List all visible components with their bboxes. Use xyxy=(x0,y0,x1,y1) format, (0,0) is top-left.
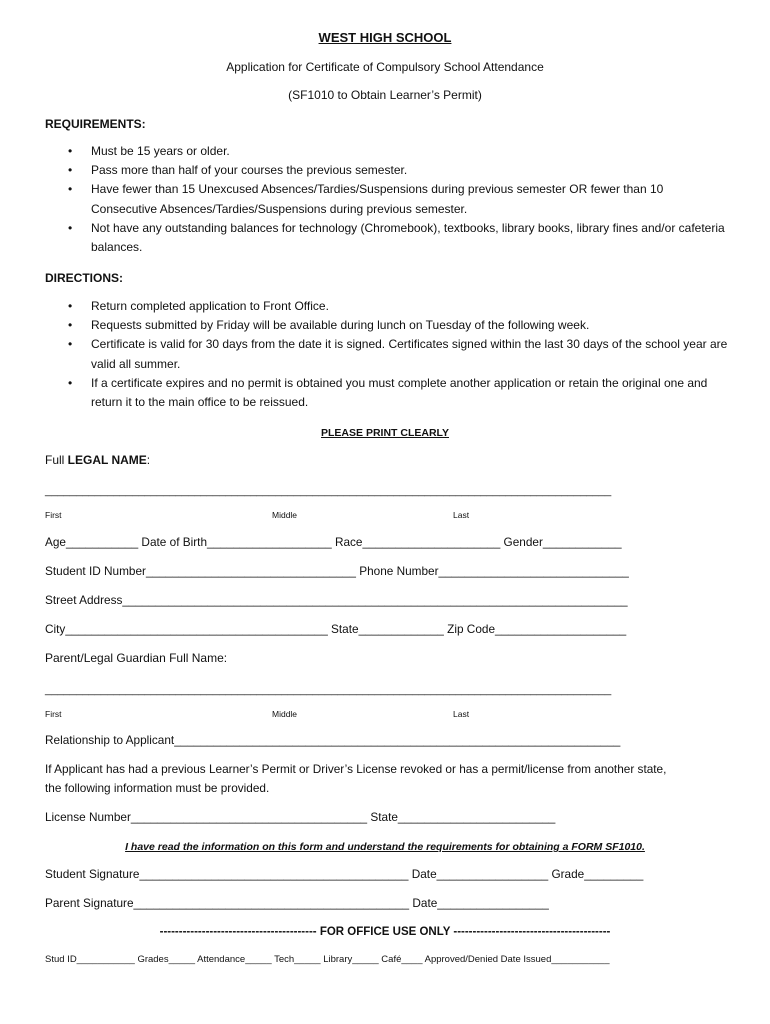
guardian-middle-caption: Middle xyxy=(272,709,298,719)
list-item: • Requests submitted by Friday will be available during lunch on Tuesday of the following week. xyxy=(68,316,728,335)
school-title: WEST HIGH SCHOOL xyxy=(318,30,452,45)
directions-list xyxy=(68,297,728,412)
street-address-field[interactable]: Street Address_____________________________________________________________________________ xyxy=(45,593,628,607)
student-id-phone-row[interactable]: Student ID Number________________________________ Phone Number_____________________________ xyxy=(45,564,629,578)
list-item: • If a certificate expires and no permit is obtained you must complete another application or retain the original one and return it to the main office to be reissued. xyxy=(68,375,708,410)
first-name-caption: First xyxy=(45,510,62,520)
list-item: • Must be 15 years or older. xyxy=(68,142,728,161)
print-clearly-note: PLEASE PRINT CLEARLY xyxy=(321,427,449,439)
bullet-icon: • xyxy=(68,318,73,333)
form-subtitle: Application for Certificate of Compulsory School Attendance xyxy=(226,60,544,74)
parent-signature-row[interactable]: Parent Signature__________________________________________ Date_________________ xyxy=(45,896,549,910)
bullet-icon: • xyxy=(68,375,73,390)
acknowledgement-statement: I have read the information on this form and understand the requirements for obtaining a FORM SF1010. xyxy=(125,841,645,853)
bullet-icon: • xyxy=(68,299,73,313)
office-use-heading: ----------------------------------------- FOR OFFICE USE ONLY ----------------------------------------- xyxy=(159,926,611,938)
guardian-label: Parent/Legal Guardian Full Name: xyxy=(45,651,228,665)
list-item: • Have fewer than 15 Unexcused Absences/Tardies/Suspensions during previous semester OR fewer than 10 Consecutive Absences/Tardies/Suspensions during previous semester. xyxy=(68,182,664,216)
bullet-icon: • xyxy=(68,163,73,178)
office-use-row[interactable]: Stud ID___________ Grades_____ Attendance_____ Tech_____ Library_____ Café____ Approved/Denied Date Issued___________ xyxy=(45,954,610,965)
bullet-icon: • xyxy=(68,220,73,235)
bullet-icon: • xyxy=(68,337,73,352)
bullet-icon: • xyxy=(68,144,73,158)
last-name-caption: Last xyxy=(453,510,470,520)
student-signature-row[interactable]: Student Signature_________________________________________ Date_________________ Grade_________ xyxy=(45,867,644,881)
directions-heading: DIRECTIONS: xyxy=(45,271,123,285)
bullet-icon: • xyxy=(68,182,73,197)
guardian-first-caption: First xyxy=(45,709,62,719)
guardian-name-field[interactable]: ___________________________________________________________________________________________ xyxy=(45,684,612,696)
list-item: • Return completed application to Front Office. xyxy=(68,297,728,316)
middle-name-caption: Middle xyxy=(272,510,298,520)
revoked-notice-line-1: If Applicant has had a previous Learner’s Permit or Driver’s License revoked or has a permit/license from another state, xyxy=(45,762,667,776)
list-item: • Pass more than half of your courses the previous semester. xyxy=(68,161,728,180)
full-name-label: Full LEGAL NAME: xyxy=(45,453,151,467)
city-state-zip-row[interactable]: City________________________________________ State_____________ Zip Code____________________ xyxy=(45,622,627,636)
age-dob-race-gender-row[interactable]: Age___________ Date of Birth___________________ Race_____________________ Gender____________ xyxy=(45,535,622,549)
list-item: • Certificate is valid for 30 days from the date it is signed. Certificates signed within the last 30 days of the school year are valid all summer. xyxy=(68,337,728,371)
full-name-field[interactable]: ___________________________________________________________________________________________ xyxy=(45,485,612,497)
relationship-field[interactable]: Relationship to Applicant____________________________________________________________________ xyxy=(45,733,621,747)
requirements-list xyxy=(68,142,728,257)
guardian-last-caption: Last xyxy=(453,709,470,719)
list-item: • Not have any outstanding balances for technology (Chromebook), textbooks, library books, library fines and/or cafeteria balances. xyxy=(68,220,725,255)
form-subtitle-2: (SF1010 to Obtain Learner’s Permit) xyxy=(288,88,482,102)
license-state-row[interactable]: License Number____________________________________ State________________________ xyxy=(45,810,556,824)
revoked-notice-line-2: the following information must be provided. xyxy=(45,781,270,795)
requirements-heading: REQUIREMENTS: xyxy=(45,117,146,131)
